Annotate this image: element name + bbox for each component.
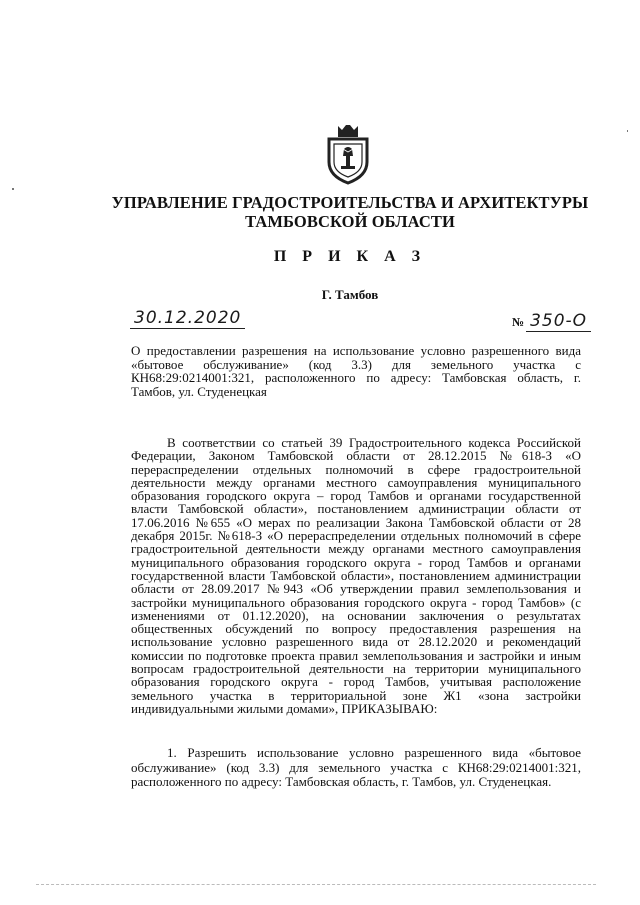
organization-title-line-2: ТАМБОВСКОЙ ОБЛАСТИ: [245, 212, 455, 231]
document-subject: О предоставлении разрешения на использование условно разрешенного вида «бытовое обслуживание» (код 3.3) для земельного участка с КН68:29:0214001:321, расположенного по адресу: Тамбовская область, г. Тамбов, ул. Студенецкая: [131, 343, 581, 399]
scan-speck: [627, 130, 628, 132]
handwritten-date: 30.12.2020: [130, 308, 245, 329]
handwritten-number: 350-О: [526, 311, 591, 332]
number-prefix: №: [512, 315, 525, 329]
organization-title-line-1: УПРАВЛЕНИЕ ГРАДОСТРОИТЕЛЬСТВА И АРХИТЕКТУРЫ: [111, 193, 589, 212]
document-city: Г. Тамбов: [321, 287, 379, 302]
organization-title: [110, 193, 590, 231]
document-type: П Р И К А З: [273, 248, 427, 265]
tambov-coat-of-arms-icon: [324, 122, 372, 186]
scan-speck: [12, 188, 14, 190]
document-number: [512, 311, 591, 331]
document-date: [130, 308, 245, 328]
scan-edge-line: [36, 884, 596, 885]
order-item-1: 1. Разрешить использование условно разрешенного вида «бытовое обслуживание» (код 3.3) для земельного участка с КН68:29:0214001:321, расположенного по адресу: Тамбовская область, г. Тамбов, ул. Студенецкая.: [131, 745, 581, 789]
document-preamble: В соответствии со статьей 39 Градостроительного кодекса Российской Федерации, Законом Тамбовской области от 28.12.2015 №618-З «О перераспределении отдельных полномочий в сфере градостроительной деятельности между органами местного самоуправления муниципального образования городского округа – город Тамбов и органами государственной власти Тамбовской области», постановлением администрации области от 17.06.2016 №655 «О мерах по реализации Закона Тамбовской области от 28 декабря 2015г. №618-З «О перераспределении отдельных полномочий в сфере градостроительной деятельности между органами местного самоуправления муниципального образования городского округа - город Тамбов и органами государственной власти Тамбовской области», постановлением администрации области от 28.09.2017 №943 «Об утверждении правил землепользования и застройки муниципального образования городского округа - город Тамбов» (с изменениями от 01.12.2020), на основании заключения о результатах общественных обсуждений по вопросу предоставления разрешения на использование условно разрешенного вида от 28.12.2020 и рекомендаций комиссии по подготовке проекта правил землепользования и застройки и иным вопросам градостроительной деятельности на территории муниципального образования городского округа - город Тамбов, учитывая расположение земельного участка в территориальной зоне Ж1 «зона застройки индивидуальными жилыми домами», ПРИКАЗЫВАЮ:: [131, 435, 581, 716]
